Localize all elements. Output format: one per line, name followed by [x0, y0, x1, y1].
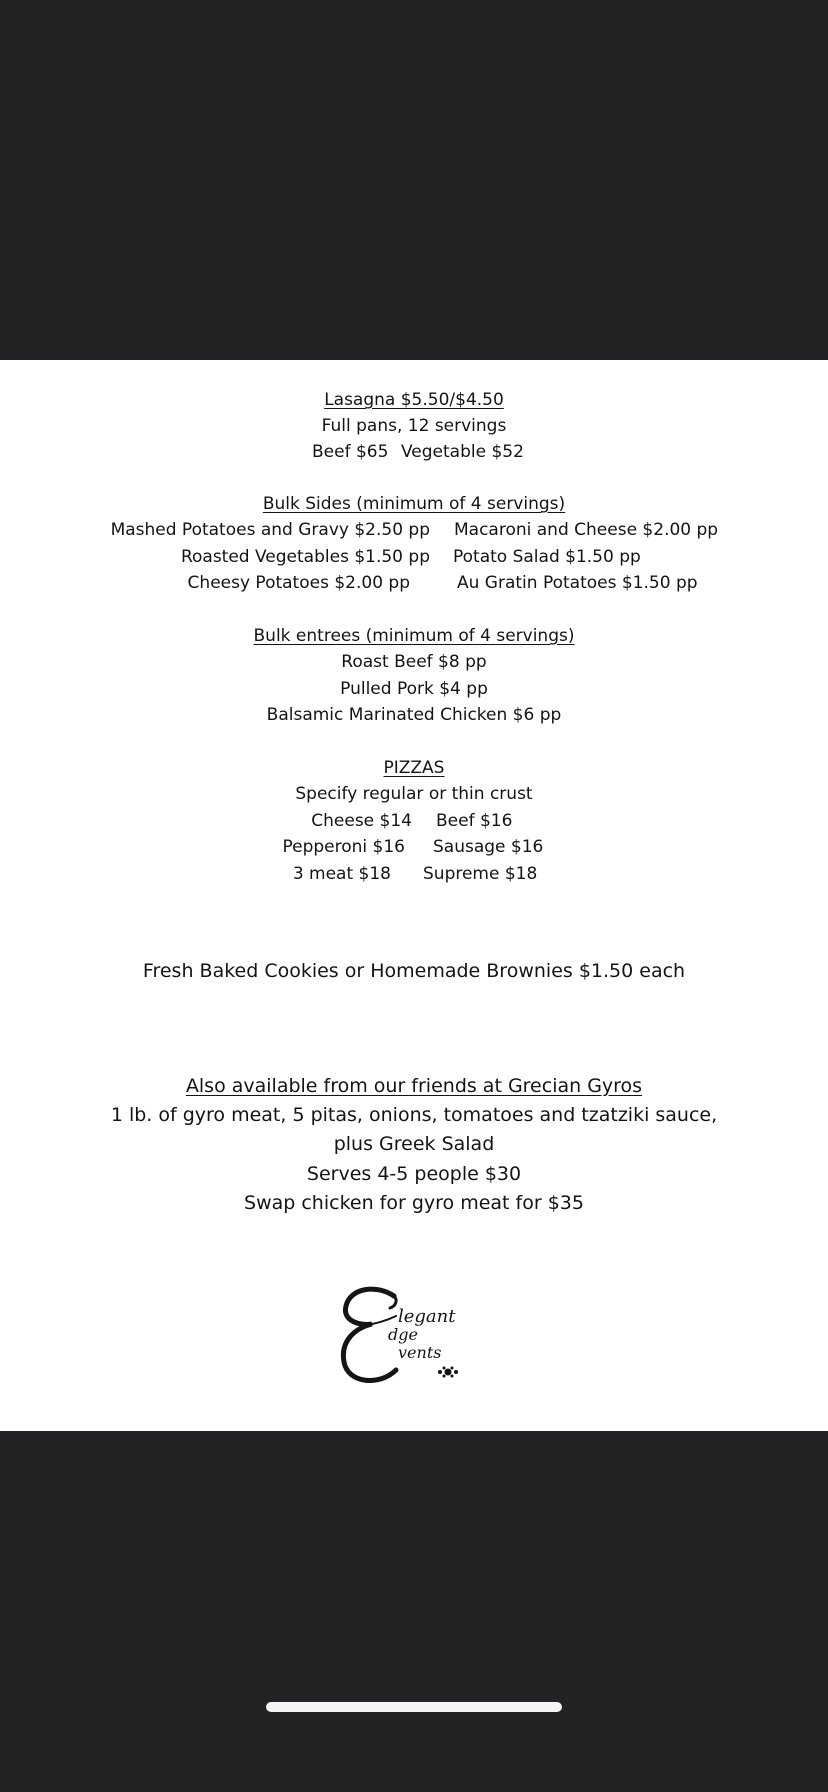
logo-text-dge: dge: [388, 1325, 418, 1344]
lasagna-subtitle: Full pans, 12 servings: [321, 416, 507, 436]
pizza-item: Sausage $16: [433, 837, 544, 857]
pizza-row: [0, 863, 828, 885]
logo-text-legant: legant: [398, 1306, 456, 1327]
lasagna-prices: [0, 441, 828, 463]
side-item: Cheesy Potatoes $2.00 pp: [187, 573, 410, 593]
side-item: Roasted Vegetables $1.50 pp: [180, 547, 430, 567]
menu-image[interactable]: [0, 360, 828, 1431]
pizzas-note: Specify regular or thin crust: [295, 784, 533, 804]
pizza-item: Cheese $14: [311, 811, 412, 831]
gyros-line: plus Greek Salad: [333, 1133, 495, 1155]
pizza-row: [0, 836, 828, 858]
dessert-line: Fresh Baked Cookies or Homemade Brownies $1.50 each: [142, 960, 686, 982]
pizza-item: Pepperoni $16: [282, 837, 405, 857]
gyros-line: Serves 4-5 people $30: [306, 1163, 522, 1185]
home-indicator[interactable]: [266, 1702, 562, 1712]
bottom-dark-band: [0, 1431, 828, 1792]
gyros-line: 1 lb. of gyro meat, 5 pitas, onions, tomatoes and tzatziki sauce,: [110, 1104, 718, 1126]
pizza-item: Supreme $18: [423, 864, 538, 884]
ornament-icon: [438, 1367, 458, 1378]
pizza-row: [0, 810, 828, 832]
elegant-edge-events-logo: [336, 1282, 486, 1392]
lasagna-heading: Lasagna $5.50/$4.50: [324, 390, 504, 410]
bulk-sides-row: [0, 546, 828, 568]
pizzas-heading: PIZZAS: [383, 758, 445, 778]
entree-item: Balsamic Marinated Chicken $6 pp: [266, 705, 562, 725]
side-item: Potato Salad $1.50 pp: [453, 547, 641, 567]
bulk-entrees-heading: Bulk entrees (minimum of 4 servings): [253, 626, 575, 646]
side-item: Au Gratin Potatoes $1.50 pp: [457, 573, 698, 593]
logo-text-vents: vents: [398, 1343, 442, 1362]
bulk-sides-row: [0, 519, 828, 541]
logo-mark: [336, 1282, 486, 1392]
top-dark-band: [0, 0, 828, 360]
entree-item: Roast Beef $8 pp: [341, 652, 487, 672]
pizza-item: 3 meat $18: [292, 864, 391, 884]
gyros-heading: Also available from our friends at Grecian Gyros: [185, 1075, 643, 1097]
pizza-item: Beef $16: [436, 811, 513, 831]
gyros-line: Swap chicken for gyro meat for $35: [244, 1192, 584, 1214]
lasagna-beef: Beef $65: [312, 442, 389, 462]
side-item: Mashed Potatoes and Gravy $2.50 pp: [110, 520, 430, 540]
entree-item: Pulled Pork $4 pp: [340, 679, 488, 699]
bulk-sides-heading: Bulk Sides (minimum of 4 servings): [262, 494, 566, 514]
bulk-sides-row: [0, 572, 828, 594]
side-item: Macaroni and Cheese $2.00 pp: [454, 520, 719, 540]
lasagna-vegetable: Vegetable $52: [401, 442, 524, 462]
